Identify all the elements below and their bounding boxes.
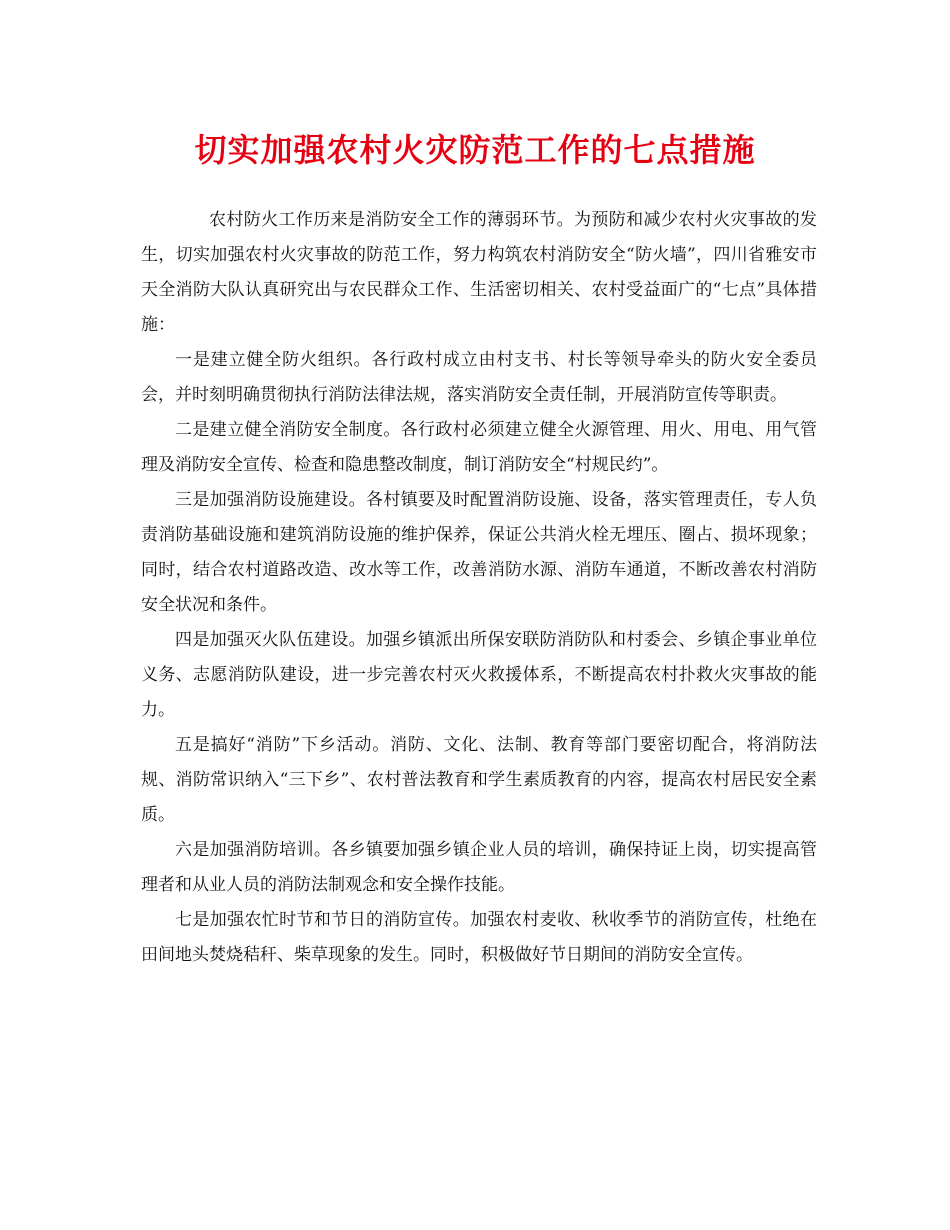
measure-paragraph-2: 二是建立健全消防安全制度。各行政村必须建立健全火源管理、用火、用电、用气管理及消防安全宣传、检查和隐患整改制度，制订消防安全“村规民约”。 (141, 420, 817, 475)
measure-paragraph-1: 一是建立健全防火组织。各行政村成立由村支书、村长等领导牵头的防火安全委员会，并时刻明确贯彻执行消防法律法规，落实消防安全责任制，开展消防宣传等职责。 (141, 350, 817, 405)
measure-paragraph-5: 五是搞好“消防”下乡活动。消防、文化、法制、教育等部门要密切配合，将消防法规、消防常识纳入“三下乡”、农村普法教育和学生素质教育的内容，提高农村居民安全素质。 (141, 735, 817, 825)
document-title: 切实加强农村火灾防范工作的七点措施 (194, 131, 756, 169)
document-body (141, 203, 817, 973)
intro-paragraph: 农村防火工作历来是消防安全工作的薄弱环节。为预防和减少农村火灾事故的发生，切实加强农村火灾事故的防范工作，努力构筑农村消防安全“防火墙”，四川省雅安市天全消防大队认真研究出与农民群众工作、生活密切相关、农村受益面广的“七点”具体措施： (141, 210, 817, 335)
measure-paragraph-6: 六是加强消防培训。各乡镇要加强乡镇企业人员的培训，确保持证上岗，切实提高管理者和从业人员的消防法制观念和安全操作技能。 (141, 840, 817, 895)
measure-paragraph-3: 三是加强消防设施建设。各村镇要及时配置消防设施、设备，落实管理责任，专人负责消防基础设施和建筑消防设施的维护保养，保证公共消火栓无埋压、圈占、损坏现象；同时，结合农村道路改造、改水等工作，改善消防水源、消防车通道，不断改善农村消防安全状况和条件。 (141, 490, 817, 615)
measure-paragraph-4: 四是加强灭火队伍建设。加强乡镇派出所保安联防消防队和村委会、乡镇企事业单位义务、志愿消防队建设，进一步完善农村灭火救援体系，不断提高农村扑救火灾事故的能力。 (141, 630, 817, 720)
measure-paragraph-7: 七是加强农忙时节和节日的消防宣传。加强农村麦收、秋收季节的消防宣传，杜绝在田间地头焚烧秸秆、柴草现象的发生。同时，积极做好节日期间的消防安全宣传。 (141, 910, 817, 965)
